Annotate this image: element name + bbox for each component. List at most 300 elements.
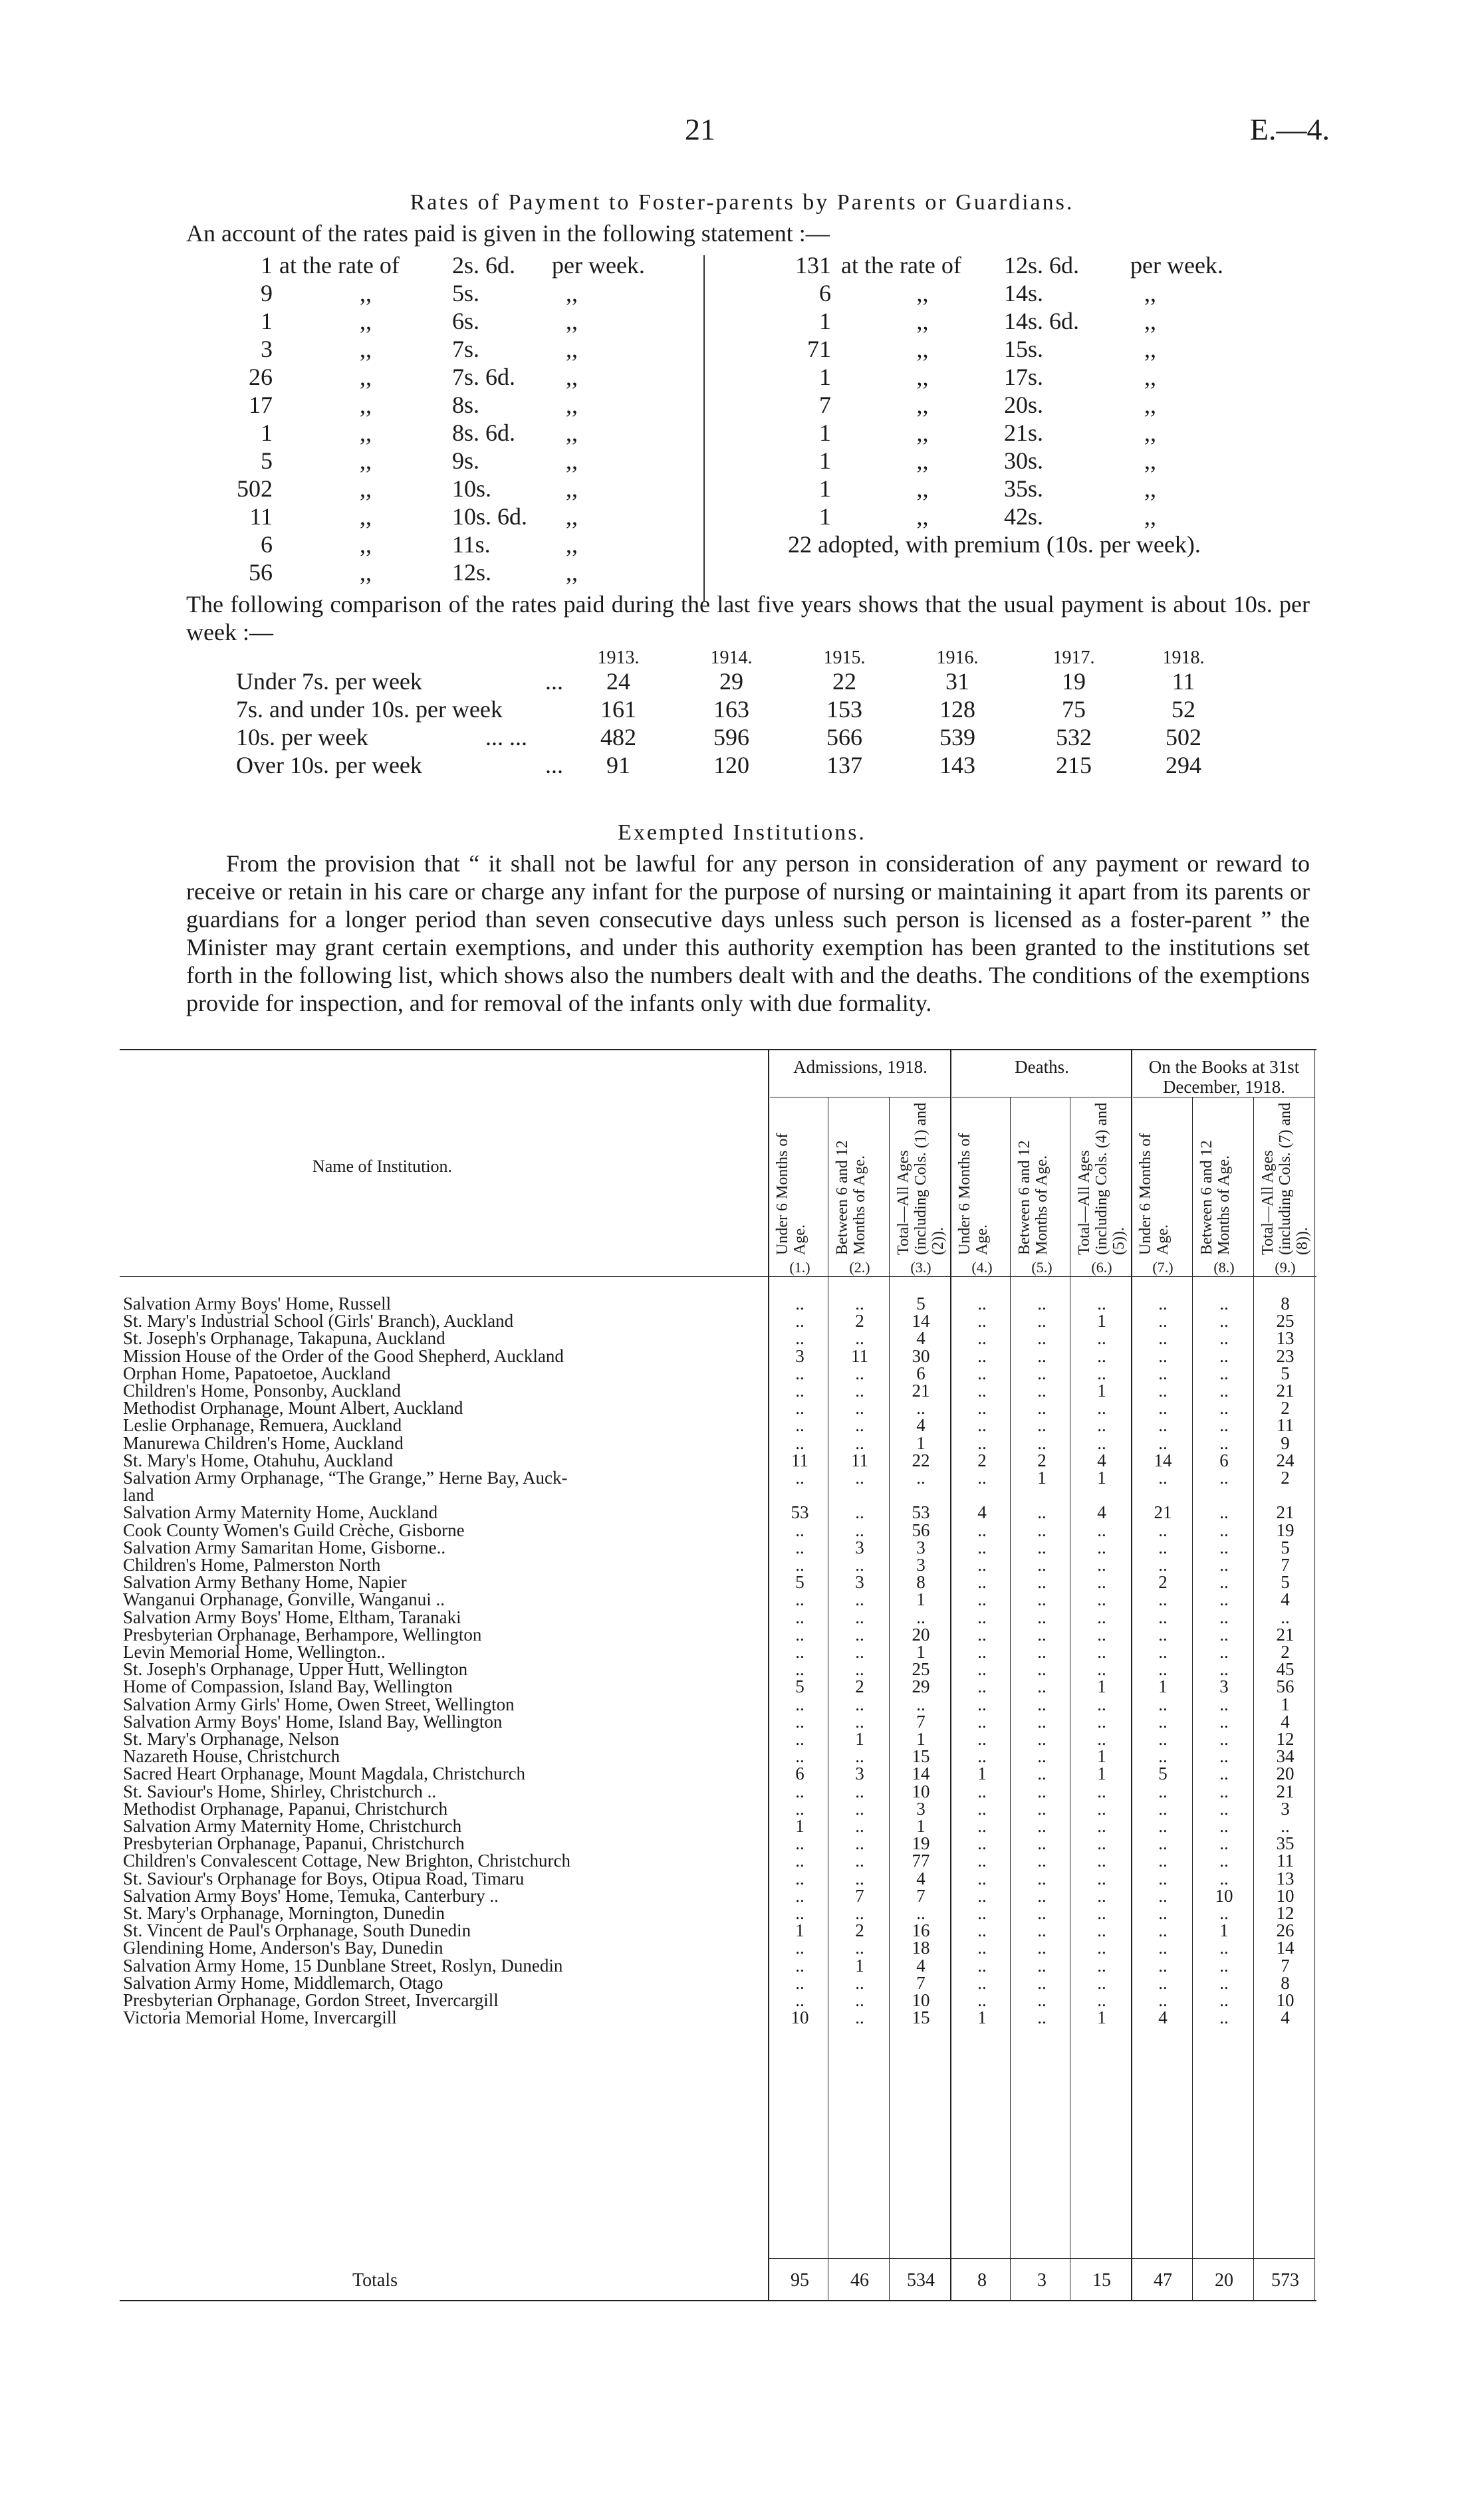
table-cell: .. — [977, 1328, 987, 1349]
table-cell: .. — [1037, 1432, 1047, 1453]
rate-prefix: ,, — [360, 503, 372, 530]
comparison-value: 31 — [945, 668, 969, 695]
table-cell: 11 — [851, 1450, 868, 1470]
comparison-value: 161 — [600, 696, 636, 723]
table-cell: .. — [1158, 1816, 1168, 1836]
table-cell: .. — [1037, 1885, 1047, 1906]
table-cell: .. — [977, 1537, 987, 1557]
table-cell: 5 — [795, 1572, 804, 1593]
table-cell: 7 — [916, 1711, 926, 1732]
table-cell: .. — [1158, 1432, 1168, 1453]
comparison-value: 502 — [1166, 724, 1201, 750]
table-cell: .. — [795, 1589, 804, 1610]
table-cell: .. — [1158, 1903, 1168, 1923]
table-cell: 10 — [1276, 1885, 1295, 1906]
table-cell: 30 — [912, 1345, 930, 1366]
rate-prefix: at the rate of — [841, 252, 961, 279]
table-cell: 12 — [1276, 1903, 1295, 1923]
table-row — [0, 1661, 1484, 1678]
table-cell: .. — [977, 1642, 987, 1662]
rate-amount: 35s. — [1004, 475, 1044, 502]
table-cell: .. — [795, 1642, 804, 1662]
table-row — [0, 1504, 1484, 1521]
institution-name: Mission House of the Order of the Good Shepherd, Auckland — [123, 1345, 564, 1366]
rate-suffix: per week. — [1130, 252, 1223, 279]
table-cell: 2 — [1281, 1398, 1290, 1419]
table-cell: .. — [1158, 1920, 1168, 1941]
rate-row — [0, 447, 1484, 475]
institution-name: Levin Memorial Home, Wellington.. — [123, 1642, 386, 1662]
table-cell: 8 — [1281, 1972, 1290, 1993]
table-cell: 19 — [1276, 1520, 1295, 1540]
table-cell: 1 — [1037, 1468, 1047, 1488]
comparison-label: 10s. per week — [236, 724, 368, 750]
rate-count: 1 — [261, 252, 273, 279]
table-cell: .. — [855, 1746, 864, 1767]
table-cell: .. — [1097, 1885, 1106, 1906]
table-cell: .. — [916, 1468, 926, 1488]
table-cell: .. — [977, 1920, 987, 1941]
table-cell: .. — [1219, 1624, 1229, 1645]
table-cell: .. — [1037, 1624, 1047, 1645]
comparison-value: 539 — [939, 724, 975, 750]
table-cell: .. — [1158, 1363, 1168, 1383]
table-row — [0, 1713, 1484, 1730]
table-cell: .. — [1097, 1572, 1106, 1593]
table-cell: .. — [855, 1972, 864, 1993]
table-cell: .. — [977, 1415, 987, 1436]
header-rule — [120, 1276, 1316, 1277]
table-cell: .. — [1037, 1851, 1047, 1871]
rate-prefix: ,, — [360, 336, 372, 362]
table-cell: 13 — [1276, 1868, 1295, 1889]
table-row — [0, 1591, 1484, 1608]
rate-suffix: ,, — [1144, 503, 1156, 530]
column-number: (5.) — [1031, 1259, 1052, 1276]
table-row — [0, 1399, 1484, 1417]
table-cell: .. — [1037, 1555, 1047, 1575]
table-cell: 1 — [1281, 1694, 1290, 1714]
table-cell: 7 — [855, 1885, 864, 1906]
table-cell: .. — [1219, 1381, 1229, 1401]
table-cell: .. — [1219, 1415, 1229, 1436]
table-cell: .. — [977, 1729, 987, 1749]
table-cell: 9 — [1281, 1432, 1290, 1453]
table-cell: 45 — [1276, 1659, 1295, 1680]
rate-prefix: ,, — [360, 447, 372, 474]
table-cell: .. — [1219, 1589, 1229, 1610]
table-cell: 14 — [1154, 1450, 1172, 1470]
comparison-value: 566 — [826, 724, 862, 750]
table-cell: .. — [795, 1520, 804, 1540]
rate-prefix: ,, — [916, 336, 929, 362]
table-cell: .. — [1037, 1415, 1047, 1436]
comparison-row — [0, 723, 1484, 751]
table-cell: 8 — [916, 1572, 926, 1593]
table-cell: 3 — [916, 1537, 926, 1557]
table-row — [0, 1609, 1484, 1626]
rate-suffix: ,, — [566, 559, 578, 586]
table-cell: .. — [1158, 1537, 1168, 1557]
page-reference: E.—4. — [1249, 112, 1330, 146]
table-row — [0, 1365, 1484, 1382]
institution-name: St. Joseph's Orphanage, Takapuna, Auckland — [123, 1328, 445, 1349]
table-cell: 3 — [1281, 1798, 1290, 1819]
table-row — [0, 1939, 1484, 1956]
table-cell: .. — [977, 1572, 987, 1593]
comparison-dots: ... — [545, 752, 563, 778]
column-number: (9.) — [1275, 1259, 1296, 1276]
totals-cell: 20 — [1215, 2270, 1233, 2291]
table-cell: .. — [977, 1432, 987, 1453]
table-cell: .. — [1097, 1589, 1106, 1610]
rate-amount: 9s. — [452, 447, 480, 474]
table-cell: .. — [977, 1903, 987, 1923]
comparison-value: 128 — [939, 696, 975, 723]
column-header: Total—All Ages (including Cols. (4) and (5)). — [1076, 1102, 1128, 1255]
rate-suffix: ,, — [1144, 280, 1156, 306]
table-cell: .. — [1158, 1833, 1168, 1854]
table-cell: .. — [795, 1781, 804, 1801]
table-cell: 22 — [912, 1450, 930, 1470]
table-row — [0, 1312, 1484, 1329]
table-cell: 23 — [1276, 1345, 1295, 1366]
table-cell: .. — [1037, 1920, 1047, 1941]
table-cell: .. — [977, 1955, 987, 1976]
rate-amount: 7s. — [452, 336, 480, 362]
table-cell: .. — [1219, 1328, 1229, 1349]
table-cell: 1 — [1097, 1746, 1106, 1767]
table-cell: .. — [795, 1363, 804, 1383]
table-row — [0, 1922, 1484, 1939]
table-cell: .. — [1037, 1345, 1047, 1366]
column-number: (2.) — [849, 1259, 870, 1276]
table-cell: .. — [795, 1311, 804, 1331]
comparison-value: 75 — [1062, 696, 1086, 723]
table-cell: .. — [1097, 1990, 1106, 2010]
table-cell: .. — [1219, 1798, 1229, 1819]
rate-amount: 15s. — [1004, 336, 1044, 362]
table-cell: 6 — [795, 1764, 804, 1784]
table-cell: .. — [855, 1415, 864, 1436]
exempted-title: Exempted Institutions. — [618, 820, 866, 845]
table-cell: .. — [1219, 1311, 1229, 1331]
table-cell: .. — [977, 1938, 987, 1958]
table-cell: .. — [1219, 1955, 1229, 1976]
table-cell: .. — [1097, 1868, 1106, 1889]
institution-name: Salvation Army Samaritan Home, Gisborne.. — [123, 1537, 446, 1557]
table-cell: 4 — [1281, 1711, 1290, 1732]
institution-name: Children's Home, Ponsonby, Auckland — [123, 1381, 401, 1401]
table-cell: 10 — [912, 1990, 930, 2010]
rate-amount: 20s. — [1004, 392, 1044, 418]
rates-section-title: Rates of Payment to Foster-parents by Parents or Guardians. — [410, 190, 1074, 215]
table-cell: .. — [1097, 1903, 1106, 1923]
table-cell: .. — [1037, 1955, 1047, 1976]
table-cell: .. — [1158, 1345, 1168, 1366]
rate-count: 11 — [249, 503, 273, 530]
institution-name: Salvation Army Home, 15 Dunblane Street, Roslyn, Dunedin — [123, 1955, 563, 1976]
table-cell: .. — [1037, 2007, 1047, 2028]
comparison-row — [0, 695, 1484, 723]
table-cell: 1 — [916, 1432, 926, 1453]
table-cell: .. — [1158, 1294, 1168, 1314]
table-cell: .. — [855, 1816, 864, 1836]
institution-name: Orphan Home, Papatoetoe, Auckland — [123, 1363, 391, 1383]
table-cell: 5 — [1158, 1764, 1168, 1784]
institution-name: Victoria Memorial Home, Invercargill — [123, 2007, 397, 2028]
rate-prefix: ,, — [360, 559, 372, 586]
group-header: Admissions, 1918. — [793, 1057, 928, 1077]
table-cell: 35 — [1276, 1833, 1295, 1854]
rate-suffix: ,, — [566, 336, 578, 362]
page-number: 21 — [685, 112, 715, 146]
table-cell: .. — [855, 1520, 864, 1540]
table-cell: 1 — [1097, 1468, 1106, 1488]
rate-suffix: ,, — [1144, 447, 1156, 474]
institution-name: Salvation Army Boys' Home, Temuka, Canterbury .. — [123, 1885, 499, 1906]
table-cell: .. — [855, 1607, 864, 1627]
institution-name: Leslie Orphanage, Remuera, Auckland — [123, 1415, 402, 1436]
table-row — [0, 1417, 1484, 1434]
table-cell: .. — [795, 1398, 804, 1419]
table-cell: .. — [1097, 1294, 1106, 1314]
table-cell: 1 — [916, 1729, 926, 1749]
rate-count: 131 — [795, 252, 831, 279]
rate-suffix: ,, — [1144, 475, 1156, 502]
table-cell: .. — [1158, 1381, 1168, 1401]
table-cell: .. — [977, 1885, 987, 1906]
rate-count: 1 — [819, 503, 831, 530]
comparison-value: 52 — [1172, 696, 1195, 723]
table-cell: 1 — [1158, 1676, 1168, 1697]
table-cell: 56 — [912, 1520, 930, 1540]
table-cell: 18 — [912, 1938, 930, 1958]
rate-suffix: ,, — [1144, 392, 1156, 418]
rate-amount: 17s. — [1004, 364, 1044, 390]
totals-cell: 95 — [791, 2270, 809, 2291]
table-cell: .. — [1158, 1607, 1168, 1627]
table-cell: .. — [1037, 1381, 1047, 1401]
institution-name: Glendining Home, Anderson's Bay, Dunedin — [123, 1938, 443, 1958]
table-cell: 1 — [916, 1589, 926, 1610]
rate-suffix: ,, — [566, 308, 578, 334]
table-cell: .. — [795, 1729, 804, 1749]
institution-name: Salvation Army Boys' Home, Russell — [123, 1294, 392, 1314]
table-cell: 53 — [791, 1502, 809, 1523]
table-cell: .. — [1097, 1938, 1106, 1958]
table-cell: 5 — [1281, 1537, 1290, 1557]
institution-name: St. Joseph's Orphanage, Upper Hutt, Wellington — [123, 1659, 468, 1680]
table-cell: .. — [1037, 1694, 1047, 1714]
column-header: Total—All Ages (including Cols. (7) and (8)). — [1259, 1102, 1311, 1255]
totals-label: Totals — [352, 2270, 398, 2291]
table-cell: .. — [1158, 1798, 1168, 1819]
rate-row — [0, 419, 1484, 447]
comparison-value: 532 — [1056, 724, 1092, 750]
table-cell: .. — [1097, 1659, 1106, 1680]
table-cell: 2 — [1037, 1450, 1047, 1470]
column-number: (7.) — [1152, 1259, 1174, 1276]
table-cell: .. — [1219, 1833, 1229, 1854]
table-cell: .. — [1219, 1432, 1229, 1453]
rate-suffix: ,, — [566, 392, 578, 418]
table-row — [0, 1852, 1484, 1869]
table-cell: 1 — [977, 2007, 987, 2028]
table-cell: .. — [855, 1642, 864, 1662]
table-cell: .. — [977, 1833, 987, 1854]
table-cell: .. — [1158, 1311, 1168, 1331]
table-cell: .. — [977, 1781, 987, 1801]
institution-name: St. Mary's Home, Otahuhu, Auckland — [123, 1450, 394, 1470]
table-cell: .. — [795, 1555, 804, 1575]
table-cell: .. — [1097, 1363, 1106, 1383]
table-cell: 1 — [1097, 1311, 1106, 1331]
table-cell: 14 — [912, 1764, 930, 1784]
table-row — [0, 1730, 1484, 1748]
table-cell: .. — [795, 1746, 804, 1767]
rate-count: 6 — [261, 531, 273, 558]
table-cell: .. — [855, 1851, 864, 1871]
table-cell: .. — [916, 1607, 926, 1627]
table-cell: .. — [855, 1432, 864, 1453]
institution-name: Salvation Army Home, Middlemarch, Otago — [123, 1972, 443, 1993]
table-cell: 4 — [1158, 2007, 1168, 2028]
rate-amount: 10s. — [452, 475, 492, 502]
table-cell: .. — [1097, 1537, 1106, 1557]
rate-row — [0, 279, 1484, 307]
table-cell: 20 — [1276, 1764, 1295, 1784]
table-cell: .. — [1037, 1764, 1047, 1784]
table-cell: 10 — [1215, 1885, 1233, 1906]
table-cell: .. — [977, 1694, 987, 1714]
table-cell: .. — [795, 1833, 804, 1854]
table-cell: .. — [795, 1972, 804, 1993]
table-cell: .. — [1037, 1572, 1047, 1593]
table-cell: .. — [795, 1903, 804, 1923]
rate-count: 1 — [261, 419, 273, 446]
table-cell: .. — [1037, 1711, 1047, 1732]
table-cell: .. — [1037, 1816, 1047, 1836]
table-cell: 15 — [912, 2007, 930, 2028]
table-cell: .. — [855, 1694, 864, 1714]
comparison-value: 163 — [713, 696, 749, 723]
table-cell: 21 — [1276, 1502, 1295, 1523]
rate-prefix: ,, — [360, 392, 372, 418]
totals-cell: 47 — [1154, 2270, 1172, 2291]
table-cell: .. — [795, 1711, 804, 1732]
table-cell: .. — [1158, 1885, 1168, 1906]
rate-count: 71 — [807, 336, 831, 362]
comparison-value: 24 — [606, 668, 630, 695]
comparison-value: 143 — [939, 752, 975, 778]
table-cell: .. — [1219, 1345, 1229, 1366]
table-cell: 7 — [1281, 1955, 1290, 1976]
rate-suffix: per week. — [552, 252, 645, 279]
rate-amount: 11s. — [452, 531, 491, 558]
institution-name: St. Mary's Industrial School (Girls' Branch), Auckland — [123, 1311, 514, 1331]
column-number: (8.) — [1213, 1259, 1235, 1276]
table-row — [0, 1452, 1484, 1469]
table-cell: .. — [1158, 1694, 1168, 1714]
rate-count: 1 — [819, 447, 831, 474]
table-cell: 25 — [1276, 1311, 1295, 1331]
table-cell: .. — [977, 1345, 987, 1366]
table-cell: .. — [1219, 1607, 1229, 1627]
table-cell: 10 — [1276, 1990, 1295, 2010]
table-cell: 2 — [977, 1450, 987, 1470]
table-cell: .. — [1037, 1398, 1047, 1419]
table-cell: .. — [1158, 1990, 1168, 2010]
table-cell: .. — [1158, 1955, 1168, 1976]
table-cell: .. — [855, 1468, 864, 1488]
table-cell: .. — [1158, 1624, 1168, 1645]
rates-intro: An account of the rates paid is given in the following statement :— — [186, 220, 830, 247]
table-cell: .. — [1219, 1938, 1229, 1958]
table-cell: .. — [1037, 1607, 1047, 1627]
table-cell: .. — [795, 1990, 804, 2010]
totals-cell: 8 — [977, 2270, 987, 2291]
rate-row — [0, 530, 1484, 558]
rate-amount: 42s. — [1004, 503, 1044, 530]
rate-amount: 30s. — [1004, 447, 1044, 474]
table-cell: 1 — [1219, 1920, 1229, 1941]
rate-count: 9 — [261, 280, 273, 306]
table-cell: .. — [855, 1328, 864, 1349]
table-cell: 29 — [912, 1676, 930, 1697]
rate-suffix: ,, — [566, 503, 578, 530]
table-cell: .. — [1158, 1868, 1168, 1889]
table-cell: .. — [1219, 1537, 1229, 1557]
table-cell: 1 — [916, 1816, 926, 1836]
rate-suffix: ,, — [1144, 308, 1156, 334]
institution-name: Cook County Women's Guild Crèche, Gisborne — [123, 1520, 465, 1540]
table-cell: .. — [1158, 1851, 1168, 1871]
table-cell: 3 — [916, 1798, 926, 1819]
column-header: Between 6 and 12 Months of Age. — [834, 1140, 868, 1255]
table-cell: .. — [1097, 1328, 1106, 1349]
table-cell: .. — [916, 1903, 926, 1923]
table-cell: .. — [1097, 1711, 1106, 1732]
table-cell: 1 — [795, 1816, 804, 1836]
table-cell: .. — [1037, 1502, 1047, 1523]
table-cell: 4 — [1097, 1450, 1106, 1470]
institution-name: Manurewa Children's Home, Auckland — [123, 1432, 404, 1453]
table-cell: .. — [1219, 1398, 1229, 1419]
comparison-value: 11 — [1172, 668, 1195, 695]
table-cell: 1 — [795, 1920, 804, 1941]
table-cell: 13 — [1276, 1328, 1295, 1349]
table-cell: .. — [1158, 1398, 1168, 1419]
comparison-label: Under 7s. per week — [236, 668, 422, 695]
table-cell: .. — [855, 1798, 864, 1819]
table-cell: .. — [1037, 1833, 1047, 1854]
table-cell: 5 — [916, 1294, 926, 1314]
comparison-year: 1917. — [1052, 647, 1095, 668]
table-row — [0, 1974, 1484, 1992]
table-row — [0, 1643, 1484, 1661]
table-cell: 2 — [1281, 1642, 1290, 1662]
table-cell: .. — [1037, 1972, 1047, 1993]
table-cell: 1 — [1097, 1764, 1106, 1784]
table-cell: .. — [1037, 1903, 1047, 1923]
institution-name: Salvation Army Maternity Home, Christchurch — [123, 1816, 462, 1836]
table-cell: .. — [1097, 1555, 1106, 1575]
rate-row — [0, 335, 1484, 363]
table-row — [0, 1556, 1484, 1573]
institution-name-cont: land — [123, 1485, 154, 1506]
rate-amount: 21s. — [1004, 419, 1044, 446]
